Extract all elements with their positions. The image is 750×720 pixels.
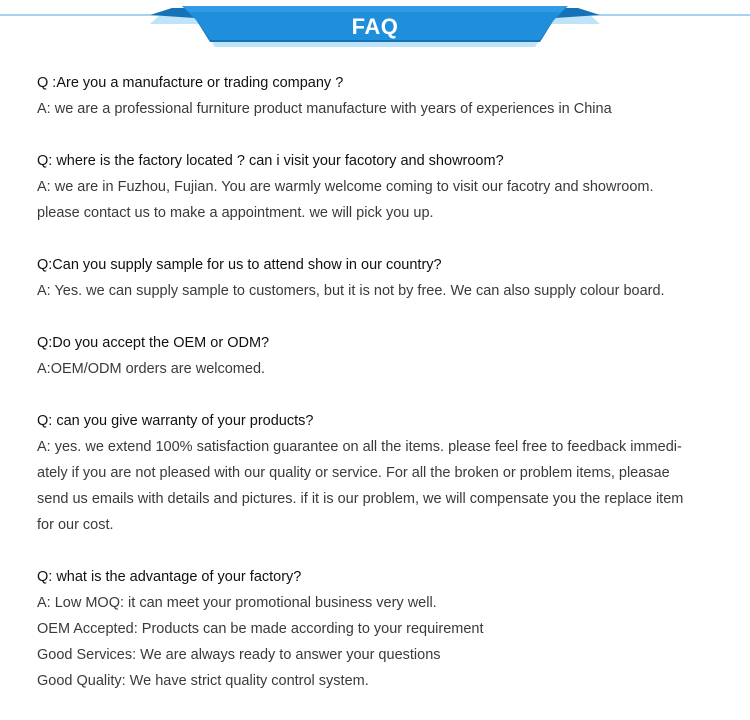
faq-answer-line: A: we are a professional furniture product manufacture with years of experiences in China <box>37 101 612 117</box>
faq-answer-line: A: we are in Fuzhou, Fujian. You are warmly welcome coming to visit our facotry and showroom. <box>37 179 654 195</box>
faq-question: Q: where is the factory located ? can i visit your facotory and showroom? <box>37 153 504 169</box>
faq-answer <box>37 96 727 122</box>
faq-answer-line: Good Services: We are always ready to answer your questions <box>37 647 441 663</box>
faq-banner <box>0 0 750 60</box>
faq-answer <box>37 174 727 226</box>
faq-item <box>37 252 727 304</box>
faq-item <box>37 408 727 538</box>
faq-answer-line: OEM Accepted: Products can be made according to your requirement <box>37 621 484 637</box>
faq-item <box>37 564 727 694</box>
faq-answer <box>37 278 727 304</box>
faq-question: Q: what is the advantage of your factory? <box>37 569 302 585</box>
faq-answer-line: A: Yes. we can supply sample to customers, but it is not by free. We can also supply colour board. <box>37 283 665 299</box>
faq-answer <box>37 590 727 694</box>
faq-answer <box>37 434 727 538</box>
faq-answer <box>37 356 727 382</box>
faq-item <box>37 70 727 122</box>
faq-answer-line: for our cost. <box>37 517 114 533</box>
faq-answer-line: send us emails with details and pictures. if it is our problem, we will compensate you the replace item <box>37 491 684 507</box>
faq-question: Q:Do you accept the OEM or ODM? <box>37 335 270 351</box>
faq-item <box>37 148 727 226</box>
faq-list <box>37 70 727 720</box>
faq-answer-line: A:OEM/ODM orders are welcomed. <box>37 361 266 377</box>
faq-question: Q: can you give warranty of your products? <box>37 413 314 429</box>
faq-question: Q :Are you a manufacture or trading company ? <box>37 75 344 91</box>
faq-answer-line: please contact us to make a appointment. we will pick you up. <box>37 205 434 221</box>
faq-answer-line: ately if you are not pleased with our quality or service. For all the broken or problem items, pleasae <box>37 465 670 481</box>
faq-answer-line: A: Low MOQ: it can meet your promotional business very well. <box>37 595 437 611</box>
faq-question: Q:Can you supply sample for us to attend show in our country? <box>37 257 442 273</box>
faq-answer-line: A: yes. we extend 100% satisfaction guarantee on all the items. please feel free to feedback immedi- <box>37 439 682 455</box>
faq-title: FAQ <box>351 14 399 39</box>
faq-answer-line: Good Quality: We have strict quality control system. <box>37 673 369 689</box>
faq-item <box>37 330 727 382</box>
